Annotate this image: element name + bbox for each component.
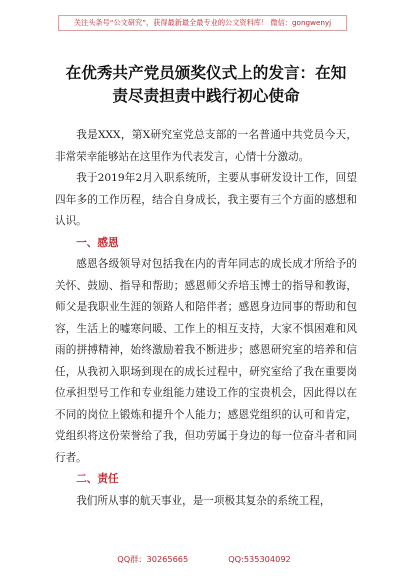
section-heading-thanks: 一、感恩	[76, 236, 119, 249]
promo-banner	[58, 15, 347, 31]
document-title	[55, 62, 357, 108]
section-heading-duty: 二、责任	[76, 473, 119, 485]
thanks-paragraph: 感恩各级领导对包括我在内的青年同志的成长成才所给予的关怀、鼓励、指导和帮助；感恩师父乔培玉博士的指导和教诲，师父是我职业生涯的领路人和陪伴者；感恩身边同事的帮助和包容，生活上的嘘寒问暖、工作上的相互支持，大家不惧困难和风雨的拼搏精神，始终激励着我不断进步；感恩研究室的培养和信任，从我初入职场到现在的成长过程中，研究室给了我在重要岗位承担型号工作和专业组能力建设工作的宝贵机会，因此得以在不同的岗位上锻炼和提升个人能力；感恩党组织的认可和肯定，党组织将这份荣誉给了我，但功劳属于身边的每一位奋斗者和同行者。	[55, 258, 357, 464]
promo-banner-text: 关注头条号“公文研究”，获得最新最全最专业的公文资料库！ 微信：gongwenyj	[73, 18, 332, 27]
footer-contact	[0, 554, 408, 565]
document-title-line-2: 责尽责担责中践行初心使命	[112, 87, 300, 105]
document-body	[55, 62, 357, 512]
footer-qq-number: QQ:535304092	[228, 554, 291, 564]
intro-paragraph: 我是XXX，第X研究室党总支部的一名普通中共党员今天，非常荣幸能够站在这里作为代表发言，心情十分激动。	[55, 129, 357, 163]
document-title-line-1: 在优秀共产党员颁奖仪式上的发言：在知	[65, 64, 347, 82]
background-paragraph: 我于2019年2月入职系统所，主要从事研发设计工作，回望四年多的工作历程，结合自身成长，我主要有三个方面的感想和认识。	[55, 172, 357, 227]
footer-qq-group: QQ群：30265665	[117, 554, 189, 564]
duty-paragraph: 我们所从事的航天事业，是一项极其复杂的系统工程，	[76, 494, 331, 507]
